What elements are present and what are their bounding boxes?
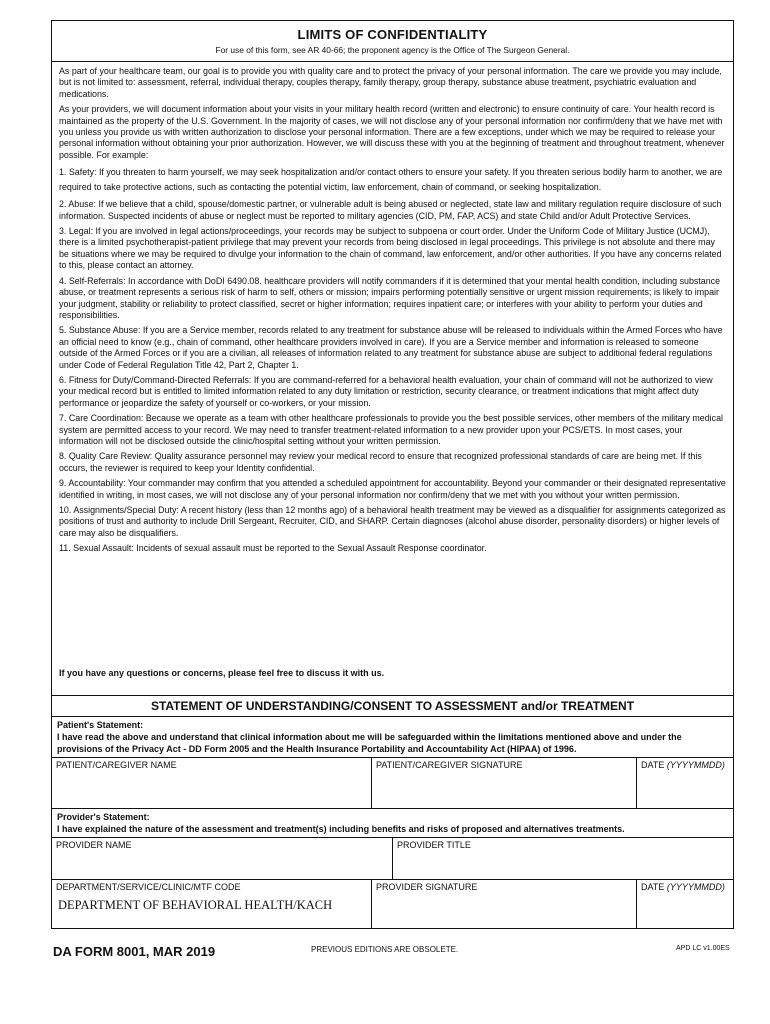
- list-item: 2. Abuse: If we believe that a child, spouse/domestic partner, or vulnerable adult is being abused or neglected, state law and military regulation require disclosure of such information. Suspected incidents of abuse or neglect must be reported to military agencies (CID, PM, FAP, ACS) and state Child and/or Adult Protective Services.: [59, 199, 722, 221]
- provider-fields-row: [52, 837, 733, 879]
- patient-signature-field[interactable]: [372, 758, 637, 808]
- list-item: 8. Quality Care Review: Quality assurance personnel may review your medical record to ensure that recognized professional standards of care are being met. If this occurs, the reviewer is required to keep your Identity confidential.: [59, 451, 702, 473]
- provider-statement: [52, 808, 733, 837]
- list-item: 4. Self-Referrals: In accordance with DoDI 6490.08. healthcare providers will notify commanders if it is determined that your mental health condition, including substance abuse, or treatment represents a serious risk of harm to self, others or mission; impairs performing potentially sensitive or urgent mission requirements; is likely to impair your judgment, stability or reliability to protect classified, secret or higher information; requires inpatient care; or interferes with your ability to perform your duties and responsibilities.: [59, 275, 721, 320]
- patient-date-field[interactable]: [637, 758, 733, 808]
- provider-name-field[interactable]: [52, 838, 393, 879]
- department-fields-row: [52, 879, 733, 928]
- list-item: 5. Substance Abuse: If you are a Service member, records related to any treatment for substance abuse will be released to individuals within the Armed Forces who have an official need to know (e.g., chain of command, other healthcare providers involved in care). If you are a Service member and information is released to someone outside of the Armed Forces or if you are a civilian, all releases of information related to any treatment for substance abuse are subject to additional federal regulations under Code of Federal Regulation Title 42, Part 2, Chapter 1.: [59, 325, 723, 370]
- form-title: LIMITS OF CONFIDENTIALITY: [297, 27, 488, 42]
- department-field[interactable]: [52, 880, 372, 928]
- date-format: (YYYYMMDD): [666, 882, 725, 892]
- patient-signature-label: PATIENT/CAREGIVER SIGNATURE: [376, 760, 523, 770]
- previous-editions-note: PREVIOUS EDITIONS ARE OBSOLETE.: [311, 945, 459, 954]
- patient-statement-heading: Patient's Statement:: [57, 720, 144, 730]
- provider-title-field[interactable]: [393, 838, 733, 879]
- list-item: 9. Accountability: Your commander may confirm that you attended a scheduled appointment for accountability. Beyond your commander or their designated representative identified in writing, in most cases, we will not disclose any of your personal information nor confirm/deny that we met with you without your written permission.: [59, 478, 726, 500]
- confidentiality-body: [52, 62, 733, 696]
- intro-paragraph: As part of your healthcare team, our goal is to provide you with quality care and to protect the privacy of your personal information. The care we provide you may include, but is not limited to: assessment, referral, individual therapy, couples therapy, family therapy, group therapy, substance abuse treatment, psychiatric evaluation and medications.: [59, 66, 722, 99]
- form-number: DA FORM 8001, MAR 2019: [53, 944, 216, 959]
- patient-name-field[interactable]: [52, 758, 372, 808]
- date-label: DATE: [641, 882, 665, 892]
- date-format: (YYYYMMDD): [666, 760, 725, 770]
- provider-signature-label: PROVIDER SIGNATURE: [376, 882, 478, 892]
- form-subtitle: For use of this form, see AR 40-66; the proponent agency is the Office of The Surgeon General.: [215, 45, 570, 55]
- list-item: 1. Safety: If you threaten to harm yourself, we may seek hospitalization and/or contact others to ensure your safety. If you threaten serious bodily harm to another, we are required to take protective actions, such as contacting the potential victim, law enforcement, chain of command, or seeking hospitalization.: [59, 167, 723, 193]
- form-header: [52, 21, 733, 62]
- list-item: 3. Legal: If you are involved in legal actions/proceedings, your records may be subject to subpoena or court order. Under the Uniform Code of Military Justice (UCMJ), there is a limited psychotherapist-patient privilege that may prevent your records from being disclosed in legal proceedings. This privilege is not absolute and there may be situations where we may be required to divulge your information to the chain of command, law enforcement, and/or other authorities. If you have any concerns related to this, please contact an attorney.: [59, 226, 722, 271]
- provider-statement-text: I have explained the nature of the assessment and treatment(s) including benefits and risks of proposed and alternatives treatments.: [57, 824, 625, 834]
- closing-note: If you have any questions or concerns, please feel free to discuss it with us.: [59, 668, 385, 678]
- confidentiality-form: [51, 20, 734, 929]
- patient-name-label: PATIENT/CAREGIVER NAME: [56, 760, 177, 770]
- department-label: DEPARTMENT/SERVICE/CLINIC/MTF CODE: [56, 882, 241, 892]
- provider-name-label: PROVIDER NAME: [56, 840, 132, 850]
- apd-version: APD LC v1.00ES: [676, 945, 730, 952]
- provider-title-label: PROVIDER TITLE: [397, 840, 471, 850]
- provider-signature-field[interactable]: [372, 880, 637, 928]
- provider-date-field[interactable]: [637, 880, 733, 928]
- consent-section-title: STATEMENT OF UNDERSTANDING/CONSENT TO ASSESSMENT and/or TREATMENT: [52, 696, 733, 717]
- list-item: 11. Sexual Assault: Incidents of sexual assault must be reported to the Sexual Assault Response coordinator.: [59, 543, 487, 554]
- patient-statement: [52, 717, 733, 757]
- intro-paragraph: As your providers, we will document information about your visits in your military health record (written and electronic) to ensure continuity of care. Your health record is maintained as the property of the U.S. Government. In the majority of cases, we will not disclose any of your personal information nor confirm/deny that we have met with you unless you provide us with written authorization to disclose your personal information. There are a few exceptions, under which we may be required to release your personal information without obtaining your prior authorization. However, we will discuss these with you at the beginning of treatment and throughout treatment, whenever possible. For example:: [59, 104, 725, 160]
- date-label: DATE: [641, 760, 665, 770]
- list-item: 7. Care Coordination: Because we operate as a team with other healthcare professionals to provide you the best possible services, other members of the military medical system are permitted access to your record. We may need to transfer treatment-related information to a new provider upon your PCS/ETS. In most cases, your information will not be disclosed outside the clinic/hospital setting without your written permission.: [59, 413, 723, 446]
- provider-statement-heading: Provider's Statement:: [57, 812, 150, 822]
- department-value: DEPARTMENT OF BEHAVIORAL HEALTH/KACH: [58, 898, 333, 912]
- list-item: 6. Fitness for Duty/Command-Directed Referrals: If you are command-referred for a behavioral health evaluation, your chain of command will not be authorized to view your medical record but is entitled to limited information related to any duty limitation or restriction, security clearance, or treatment indications that might affect duty performance or jeopardize the safety of yourself or co-workers, or your mission.: [59, 374, 713, 408]
- list-item: 10. Assignments/Special Duty: A recent history (less than 12 months ago) of a behavioral health treatment may be viewed as a disqualifier for assignments categorized as positions of trust and authority to include Drill Sergeant, Recruiter, CID, and SHARP. Certain diagnoses (alcohol abuse disorder, personality disorders) or higher levels of care may also be disqualifiers.: [59, 505, 726, 538]
- patient-fields-row: [52, 757, 733, 808]
- patient-statement-text: I have read the above and understand that clinical information about me will be safeguarded within the limitations mentioned above and under the provisions of the Privacy Act - DD Form 2005 and the Health Insurance Portability and Accountability Act (HIPAA) of 1996.: [57, 732, 682, 754]
